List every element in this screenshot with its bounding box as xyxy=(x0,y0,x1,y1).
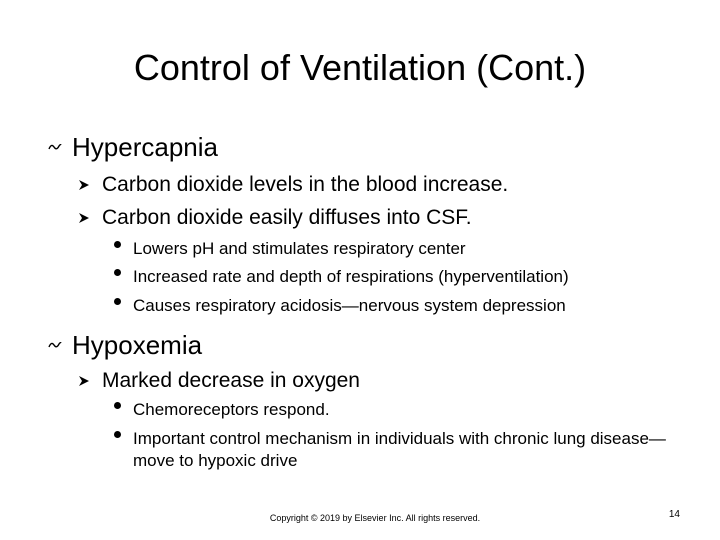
sub-bullet-text: Important control mechanism in individuals with chronic lung disease—move to hypoxic drive xyxy=(133,429,666,470)
bullet-text: Carbon dioxide easily diffuses into CSF. xyxy=(102,206,472,229)
sub-bullet-point xyxy=(114,295,684,317)
dot-bullet-icon xyxy=(114,431,121,438)
section-heading-text: Hypercapnia xyxy=(72,132,218,162)
dot-bullet-icon xyxy=(114,402,121,409)
slide-title: Control of Ventilation (Cont.) xyxy=(133,47,587,88)
sub-bullet-point xyxy=(114,399,684,421)
arrowhead-bullet-icon xyxy=(78,212,90,224)
dot-bullet-icon xyxy=(114,241,121,248)
wave-bullet-icon xyxy=(48,341,62,349)
wave-bullet-icon xyxy=(48,143,62,151)
sub-bullet-point xyxy=(114,266,684,288)
dot-bullet-icon xyxy=(114,269,121,276)
arrowhead-bullet-icon xyxy=(78,375,90,387)
sub-bullet-text: Lowers pH and stimulates respiratory center xyxy=(133,239,466,258)
sub-bullet-text: Increased rate and depth of respirations (hyperventilation) xyxy=(133,267,569,286)
dot-bullet-icon xyxy=(114,298,121,305)
bullet-text: Marked decrease in oxygen xyxy=(102,369,360,392)
section-heading-text: Hypoxemia xyxy=(72,330,203,360)
sub-bullet-point xyxy=(114,238,684,260)
sub-bullet-point xyxy=(114,428,674,472)
page-number: 14 xyxy=(668,509,680,520)
sub-bullet-text: Causes respiratory acidosis—nervous system depression xyxy=(133,296,566,315)
sub-bullet-text: Chemoreceptors respond. xyxy=(133,400,330,419)
copyright-footer: Copyright © 2019 by Elsevier Inc. All rights reserved. xyxy=(269,513,481,523)
arrowhead-bullet-icon xyxy=(78,179,90,191)
bullet-text: Carbon dioxide levels in the blood increase. xyxy=(102,173,509,196)
